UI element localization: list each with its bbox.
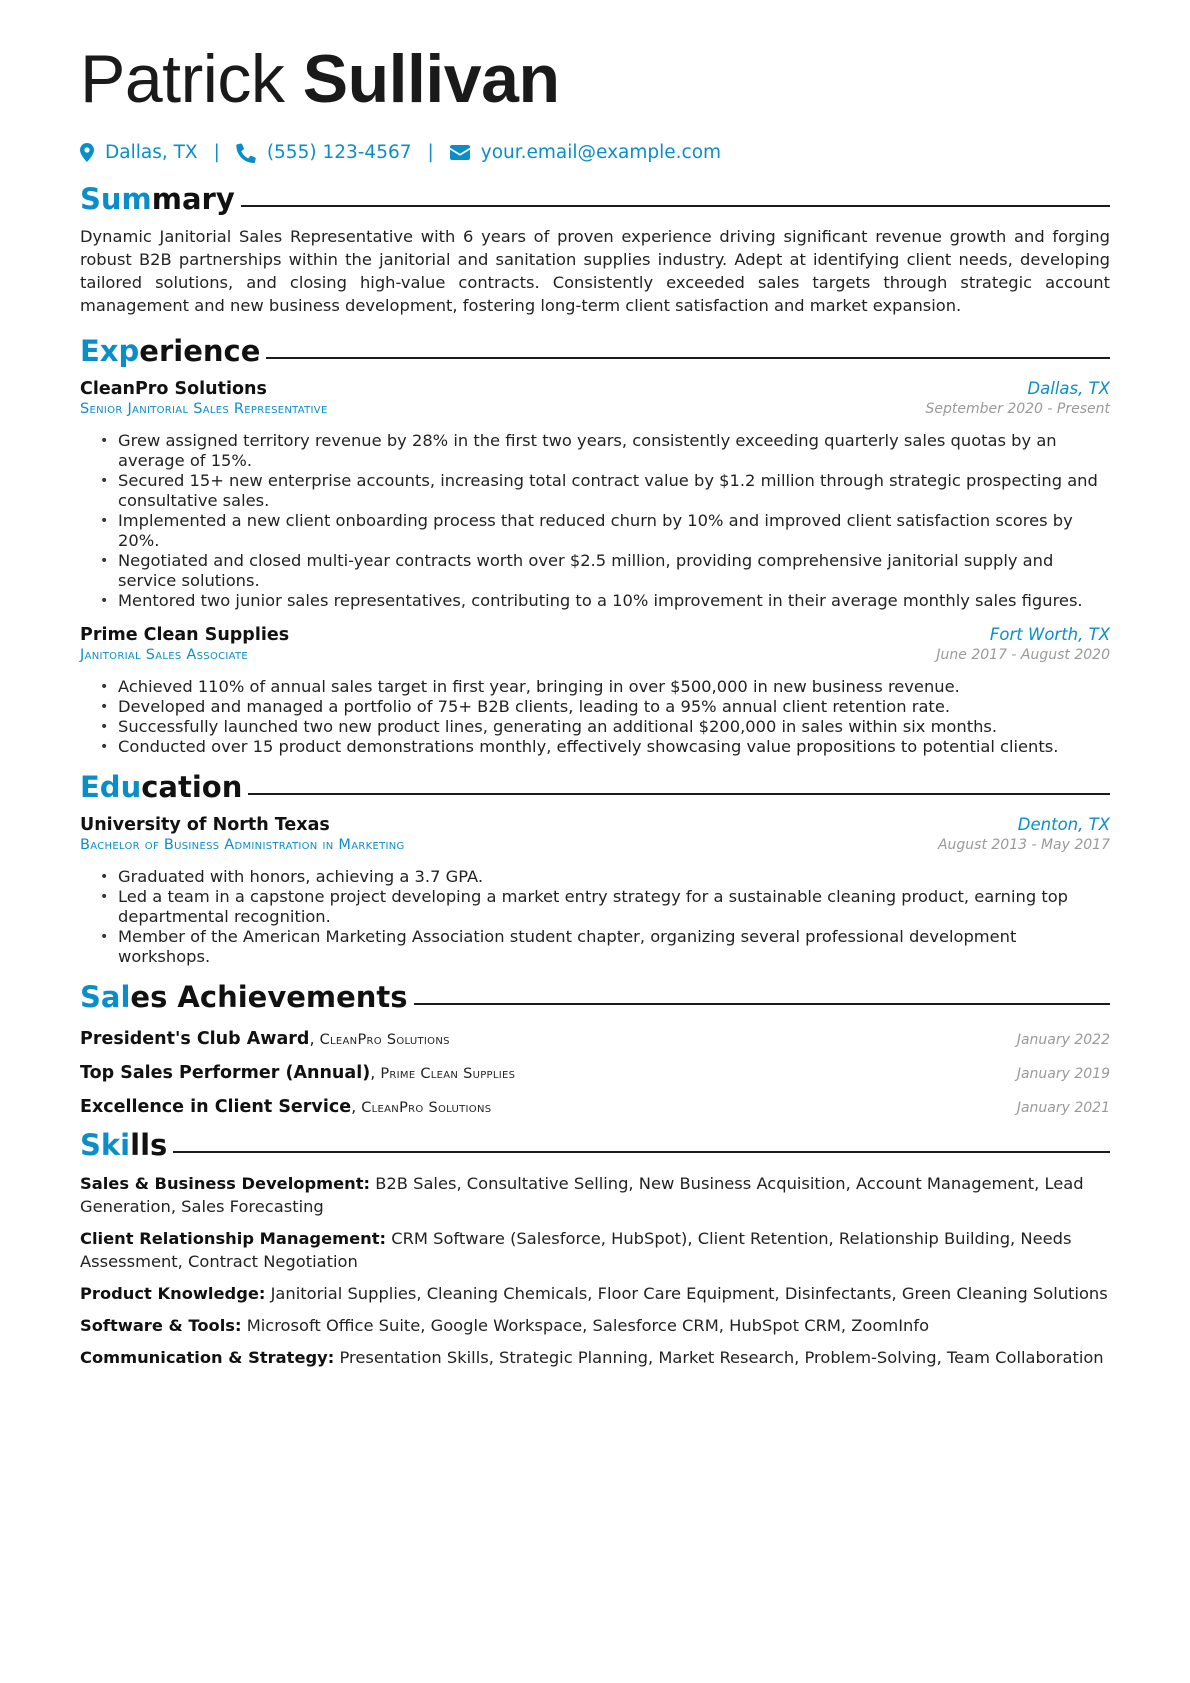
job-bullets [80,677,1110,757]
skill-row [80,1346,1110,1369]
contact-bar [80,142,1110,163]
list-item: • Developed and managed a portfolio of 75+ B2B clients, leading to a 95% annual client retention rate. [100,697,1110,717]
list-item: • Conducted over 15 product demonstrations monthly, effectively showcasing value propositions to potential clients. [100,737,1110,757]
map-pin-icon [80,143,94,162]
achievement-org: CleanPro Solutions [319,1032,450,1048]
achievement-title: Excellence in Client Service [80,1097,352,1117]
job-location: Dallas, TX [1027,379,1110,398]
job-dates: September 2020 - Present [925,401,1110,417]
achievement-date: January 2022 [1016,1032,1110,1048]
degree-title: Bachelor of Business Administration in Marketing [80,837,405,853]
skill-value: Presentation Skills, Strategic Planning, Market Research, Problem-Solving, Team Collaboration [339,1348,1104,1367]
job-entry [80,625,1110,757]
list-item: • Achieved 110% of annual sales target in first year, bringing in over $500,000 in new business revenue. [100,677,1110,697]
achievement-item: Top Sales Performer (Annual), Prime Clean Supplies January 2019 [80,1063,1110,1083]
phone-icon [236,143,256,163]
skill-value: CRM Software (Salesforce, HubSpot), Client Retention, Relationship Building, Needs Assessment, Contract Negotiation [80,1229,1072,1271]
skill-row [80,1282,1110,1305]
skill-label: Software & Tools: [80,1316,242,1335]
education-dates: August 2013 - May 2017 [937,837,1110,853]
experience-heading: Exp erience [80,333,1110,369]
skill-label: Sales & Business Development: [80,1174,371,1193]
list-item: • Graduated with honors, achieving a 3.7 GPA. [100,867,1110,887]
section-rule [414,1003,1110,1005]
list-item: • Successfully launched two new product lines, generating an additional $200,000 in sales within six months. [100,717,1110,737]
education-heading: Edu cation [80,769,1110,805]
achievement-title: Top Sales Performer (Annual) [80,1063,371,1083]
section-rule [266,357,1110,359]
job-title: Janitorial Sales Associate [80,647,249,663]
list-item: • Member of the American Marketing Association student chapter, organizing several professional development workshops. [100,927,1110,967]
skills-heading: Ski lls [80,1127,1110,1163]
skill-label: Product Knowledge: [80,1284,266,1303]
job-bullets [80,431,1110,611]
email-text: your.email@example.com [480,142,722,163]
school-name: University of North Texas [80,815,330,835]
list-item: • Negotiated and closed multi-year contracts worth over $2.5 million, providing comprehensive janitorial supply and service solutions. [100,551,1110,591]
candidate-name [80,38,1110,120]
achievement-date: January 2019 [1016,1066,1110,1082]
skill-value: Janitorial Supplies, Cleaning Chemicals, Floor Care Equipment, Disinfectants, Green Cleaning Solutions [270,1284,1108,1303]
job-location: Fort Worth, TX [989,625,1110,644]
skill-row [80,1227,1110,1273]
phone-text: (555) 123-4567 [266,142,412,163]
school-location: Denton, TX [1017,815,1110,834]
list-item: • Led a team in a capstone project developing a market entry strategy for a sustainable cleaning product, earning top departmental recognition. [100,887,1110,927]
section-rule [241,205,1110,207]
achievement-item: President's Club Award, CleanPro Solutions January 2022 [80,1029,1110,1049]
achievement-date: January 2021 [1016,1100,1110,1116]
job-entry [80,379,1110,611]
summary-heading: Sum mary [80,181,1110,217]
achievement-org: Prime Clean Supplies [380,1066,516,1082]
location-text: Dallas, TX [105,142,198,163]
education-bullets [80,867,1110,967]
skill-value: B2B Sales, Consultative Selling, New Business Acquisition, Account Management, Lead Generation, Sales Forecasting [80,1174,1084,1216]
envelope-icon [450,145,470,160]
skill-row [80,1314,1110,1337]
skill-label: Client Relationship Management: [80,1229,387,1248]
skill-label: Communication & Strategy: [80,1348,335,1367]
first-name: Patrick [80,41,285,117]
achievement-item: Excellence in Client Service, CleanPro Solutions January 2021 [80,1097,1110,1117]
summary-text: Dynamic Janitorial Sales Representative with 6 years of proven experience driving significant revenue growth and forging robust B2B partnerships within the janitorial and sanitation supplies industry. Adept at identifying client needs, developing tailored solutions, and closing high-value contracts. Consistently exceeded sales targets through strategic account management and new business development, fostering long-term client satisfaction and market expansion. [80,227,1110,315]
achievement-org: CleanPro Solutions [361,1100,492,1116]
job-title: Senior Janitorial Sales Representative [80,401,328,417]
list-item: • Grew assigned territory revenue by 28% in the first two years, consistently exceeding quarterly sales quotas by an average of 15%. [100,431,1110,471]
job-dates: June 2017 - August 2020 [936,647,1110,663]
last-name: Sullivan [302,41,560,117]
list-item: • Mentored two junior sales representatives, contributing to a 10% improvement in their average monthly sales figures. [100,591,1110,611]
education-entry [80,815,1110,967]
contact-email[interactable] [450,142,721,163]
list-item: • Secured 15+ new enterprise accounts, increasing total contract value by $1.2 million through strategic prospecting and consultative sales. [100,471,1110,511]
company-name: CleanPro Solutions [80,379,267,399]
achievement-title: President's Club Award [80,1029,310,1049]
section-rule [248,793,1110,795]
skill-row [80,1172,1110,1218]
list-item: • Implemented a new client onboarding process that reduced churn by 10% and improved client satisfaction scores by 20%. [100,511,1110,551]
contact-phone[interactable] [236,142,412,163]
company-name: Prime Clean Supplies [80,625,290,645]
section-rule [173,1151,1110,1153]
contact-location [80,142,198,163]
contact-separator: | [213,142,220,163]
achievements-heading: Sal es Achievements [80,979,1110,1015]
skill-value: Microsoft Office Suite, Google Workspace, Salesforce CRM, HubSpot CRM, ZoomInfo [246,1316,930,1335]
contact-separator: | [427,142,434,163]
